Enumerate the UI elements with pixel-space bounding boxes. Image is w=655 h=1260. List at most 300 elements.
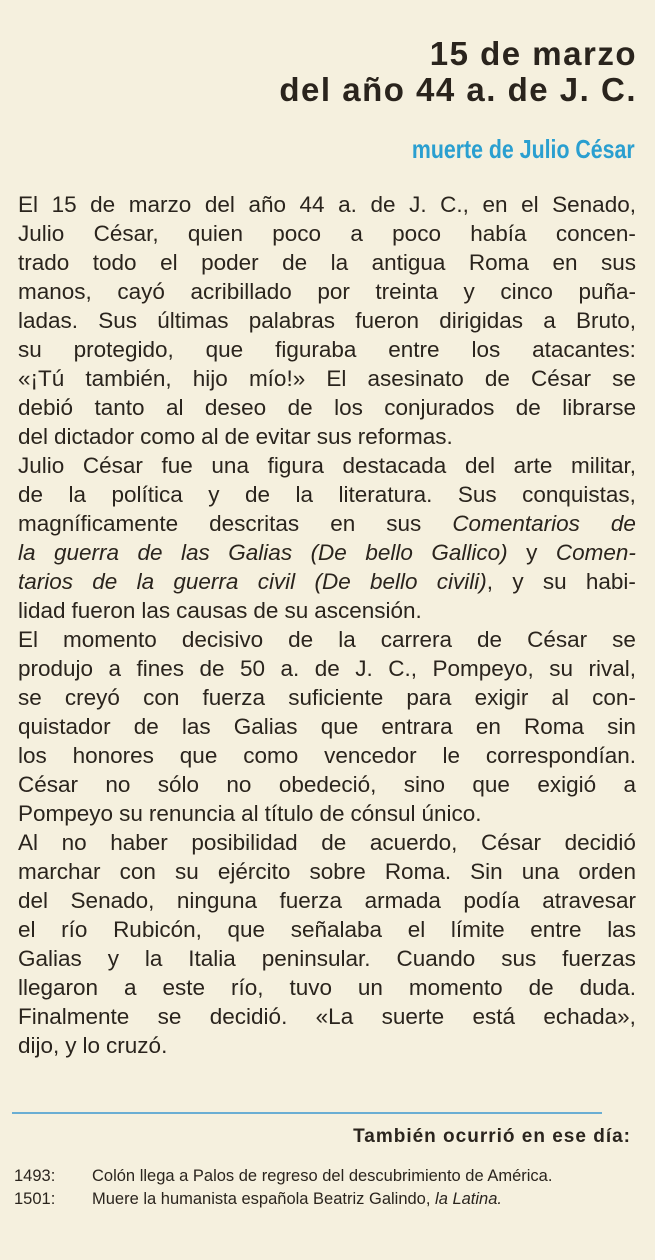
event-text-main: Muere la humanista española Beatriz Galindo, bbox=[92, 1190, 436, 1208]
article-line bbox=[18, 538, 636, 567]
article-word: una bbox=[521, 859, 560, 884]
article-word: título bbox=[264, 801, 314, 826]
article-word: descritas bbox=[209, 511, 300, 536]
article-word: el bbox=[160, 250, 178, 275]
article-word: cinco bbox=[500, 279, 553, 304]
article-word: conquistas, bbox=[522, 482, 636, 507]
article-word: sus bbox=[386, 511, 422, 536]
article-word: mío!» bbox=[248, 366, 306, 391]
article-word: cruzó. bbox=[106, 1033, 168, 1058]
article-word: antigua bbox=[371, 250, 446, 275]
article-word: de bbox=[370, 192, 396, 217]
article-word: conjurados bbox=[384, 395, 495, 420]
article-word: «La bbox=[315, 1004, 354, 1029]
article-word: río bbox=[61, 917, 88, 942]
article-line bbox=[18, 306, 636, 335]
article-word: de bbox=[515, 395, 541, 420]
article-word: bello bbox=[365, 540, 413, 565]
article-word: de bbox=[90, 192, 116, 217]
article-word: de bbox=[199, 656, 225, 681]
article-word: de bbox=[224, 424, 250, 449]
article-word: de bbox=[319, 801, 345, 826]
article-word: con bbox=[143, 685, 180, 710]
article-word: una bbox=[211, 453, 249, 478]
article-word: acuerdo, bbox=[369, 830, 458, 855]
article-word: dictador bbox=[54, 424, 135, 449]
article-word: J. bbox=[355, 656, 373, 681]
article-line bbox=[18, 480, 636, 509]
article-word: César bbox=[480, 830, 542, 855]
article-word: no bbox=[105, 772, 131, 797]
article-word: El bbox=[18, 192, 39, 217]
article-word: todo bbox=[92, 250, 137, 275]
article-word: protegido, bbox=[73, 337, 174, 362]
article-word: su bbox=[284, 598, 309, 623]
article-word: puña- bbox=[578, 279, 636, 304]
event-item bbox=[14, 1166, 636, 1187]
article-word: Senado, bbox=[552, 192, 636, 217]
page-subtitle: muerte de Julio César bbox=[412, 134, 635, 164]
article-word: civili), bbox=[436, 569, 494, 594]
article-word: arte bbox=[513, 453, 553, 478]
article-word: de bbox=[253, 598, 279, 623]
article-word: se bbox=[612, 627, 636, 652]
article-word: Sin bbox=[470, 859, 503, 884]
article-word: al bbox=[165, 395, 184, 420]
article-word: su bbox=[542, 569, 567, 594]
article-word: con- bbox=[592, 685, 636, 710]
article-word: C., bbox=[388, 656, 417, 681]
article-line bbox=[18, 741, 636, 770]
article-word: de bbox=[133, 714, 159, 739]
article-word: sino bbox=[403, 772, 446, 797]
article-word: un bbox=[357, 975, 383, 1000]
article-line bbox=[18, 190, 636, 219]
article-word: J. bbox=[409, 192, 427, 217]
article-line bbox=[18, 828, 636, 857]
article-word: marchar bbox=[18, 859, 101, 884]
article-word: «¡Tú bbox=[18, 366, 65, 391]
article-word: Rubicón, bbox=[113, 917, 202, 942]
article-word: ejército bbox=[217, 859, 291, 884]
article-word: este bbox=[162, 975, 206, 1000]
article-word: los bbox=[18, 743, 47, 768]
article-word: 15 bbox=[51, 192, 77, 217]
article-line bbox=[18, 248, 636, 277]
article-word: el bbox=[18, 917, 36, 942]
article-word: fuerza bbox=[202, 685, 266, 710]
article-word: la bbox=[295, 482, 314, 507]
article-word: tuvo bbox=[289, 975, 332, 1000]
article-word: al bbox=[241, 801, 259, 826]
article-word: carrera bbox=[380, 627, 453, 652]
article-word: a. bbox=[338, 192, 357, 217]
article-line bbox=[18, 683, 636, 712]
article-word: Cuando bbox=[396, 946, 476, 971]
article-word: César bbox=[82, 453, 143, 478]
article-word: como bbox=[243, 743, 299, 768]
article-word: la bbox=[18, 540, 36, 565]
article-word: de bbox=[314, 656, 340, 681]
article-word: (De bbox=[314, 569, 351, 594]
article-word: política bbox=[111, 482, 183, 507]
article-word: literatura. bbox=[338, 482, 433, 507]
article-word: peninsular. bbox=[261, 946, 371, 971]
article-word: atravesar bbox=[542, 888, 636, 913]
article-line bbox=[18, 364, 636, 393]
article-word: quien bbox=[187, 221, 243, 246]
article-word: entre bbox=[530, 917, 582, 942]
article-line bbox=[18, 799, 636, 828]
article-word: fueron bbox=[355, 308, 420, 333]
article-word: en bbox=[552, 250, 578, 275]
article-line bbox=[18, 393, 636, 422]
article-word: del bbox=[18, 888, 49, 913]
article-word: palabras bbox=[248, 308, 336, 333]
article-word: Bruto, bbox=[575, 308, 636, 333]
article-word: momento bbox=[63, 627, 157, 652]
article-word: fuerzas bbox=[562, 946, 636, 971]
article-word: río, bbox=[230, 975, 264, 1000]
article-word: con bbox=[119, 859, 156, 884]
article-word: tarios bbox=[18, 569, 74, 594]
article-line bbox=[18, 219, 636, 248]
article-word: librarse bbox=[562, 395, 636, 420]
article-word: la bbox=[338, 627, 356, 652]
article-word: y bbox=[107, 946, 119, 971]
article-word: sólo bbox=[157, 772, 200, 797]
article-word: magníficamente bbox=[18, 511, 179, 536]
article-word: lidad bbox=[18, 598, 66, 623]
article-word: Roma. bbox=[384, 859, 452, 884]
article-word: al bbox=[201, 424, 219, 449]
article-word: se bbox=[157, 1004, 182, 1029]
article-word: Al bbox=[18, 830, 39, 855]
article-word: fines bbox=[136, 656, 185, 681]
article-word: de bbox=[528, 975, 554, 1000]
article-word: marzo bbox=[128, 192, 192, 217]
article-word: dijo, bbox=[18, 1033, 60, 1058]
article-word: único. bbox=[421, 801, 482, 826]
article-word: en bbox=[330, 511, 356, 536]
title-line-year: del año 44 a. de J. C. bbox=[279, 71, 637, 108]
article-word: Italia bbox=[188, 946, 236, 971]
article-word: la bbox=[144, 946, 163, 971]
article-word: guerra bbox=[173, 569, 239, 594]
article-word: honores bbox=[72, 743, 154, 768]
article-word: últimas bbox=[157, 308, 229, 333]
event-year: 1501: bbox=[14, 1190, 56, 1208]
article-line bbox=[18, 509, 636, 538]
article-line bbox=[18, 857, 636, 886]
article-word: las bbox=[141, 598, 171, 623]
article-word: atacantes: bbox=[532, 337, 636, 362]
article-word: guerra bbox=[54, 540, 120, 565]
article-word: el bbox=[521, 192, 539, 217]
article-word: de bbox=[245, 482, 271, 507]
article-line bbox=[18, 335, 636, 364]
article-word: destacada bbox=[342, 453, 447, 478]
article-word: la bbox=[330, 250, 349, 275]
article-word: suerte bbox=[381, 1004, 445, 1029]
article-word: los bbox=[471, 337, 501, 362]
article-word: lo bbox=[82, 1033, 101, 1058]
article-word: del bbox=[464, 453, 495, 478]
article-word: las bbox=[181, 540, 210, 565]
article-word: figura bbox=[267, 453, 324, 478]
article-word: se bbox=[612, 366, 636, 391]
article-word: vencedor bbox=[324, 743, 417, 768]
article-word: suficiente bbox=[288, 685, 384, 710]
article-word: momento bbox=[408, 975, 503, 1000]
article-word: le bbox=[442, 743, 461, 768]
article-word: su bbox=[549, 656, 574, 681]
article-word: de bbox=[137, 540, 163, 565]
article-word: a bbox=[543, 308, 556, 333]
article-word: poco bbox=[392, 221, 441, 246]
article-word: 50 bbox=[240, 656, 266, 681]
article-word: la bbox=[68, 482, 87, 507]
article-word: Roma bbox=[524, 714, 585, 739]
event-text-italic: la Latina. bbox=[435, 1190, 502, 1208]
article-word: ascensión. bbox=[314, 598, 422, 623]
article-word: treinta bbox=[375, 279, 438, 304]
article-word: Finalmente bbox=[18, 1004, 130, 1029]
article-line bbox=[18, 596, 636, 625]
article-word: obedeció, bbox=[278, 772, 377, 797]
article-word: llegaron bbox=[18, 975, 99, 1000]
article-word: también, bbox=[85, 366, 172, 391]
page-title bbox=[279, 36, 637, 108]
article-word: Galias bbox=[233, 714, 298, 739]
article-word: tanto bbox=[94, 395, 145, 420]
article-word: del bbox=[204, 192, 235, 217]
article-word: a. bbox=[280, 656, 300, 681]
article-word: sus bbox=[600, 250, 636, 275]
article-word: por bbox=[317, 279, 350, 304]
article-word: civil bbox=[257, 569, 296, 594]
article-line bbox=[18, 944, 636, 973]
title-line-date: 15 de marzo bbox=[429, 35, 637, 72]
article-word: El bbox=[326, 366, 347, 391]
article-word: Senado, bbox=[70, 888, 155, 913]
article-word: para bbox=[406, 685, 452, 710]
article-word: habi- bbox=[585, 569, 636, 594]
article-line bbox=[18, 915, 636, 944]
article-word: Gallico) bbox=[431, 540, 508, 565]
article-line bbox=[18, 422, 636, 451]
article-word: y bbox=[208, 482, 220, 507]
article-word: el bbox=[407, 917, 426, 942]
article-word: señalaba bbox=[290, 917, 383, 942]
article-word: podía bbox=[463, 888, 520, 913]
article-word: y bbox=[463, 279, 475, 304]
article-word: César bbox=[18, 772, 79, 797]
article-word: de bbox=[92, 569, 118, 594]
article-word: está bbox=[472, 1004, 515, 1029]
article-word: César, bbox=[93, 221, 159, 246]
article-word: manos, bbox=[18, 279, 92, 304]
article-line bbox=[18, 567, 636, 596]
article-word: reformas. bbox=[357, 424, 453, 449]
article-line bbox=[18, 1031, 636, 1060]
article-word: Comen- bbox=[555, 540, 636, 565]
article-word: no bbox=[61, 830, 87, 855]
article-word: rival, bbox=[588, 656, 636, 681]
article-word: evitar bbox=[255, 424, 311, 449]
article-line bbox=[18, 451, 636, 480]
article-word: de bbox=[287, 395, 313, 420]
article-word: las bbox=[181, 714, 211, 739]
article-word: echada», bbox=[543, 1004, 636, 1029]
article-word: fuerza bbox=[279, 888, 343, 913]
article-word: exigió bbox=[537, 772, 597, 797]
article-word: entre bbox=[388, 337, 440, 362]
article-word: poder bbox=[201, 250, 259, 275]
article-word: sus bbox=[501, 946, 537, 971]
article-word: en bbox=[475, 714, 501, 739]
article-word: César bbox=[531, 366, 592, 391]
article-word: límite bbox=[450, 917, 505, 942]
article-word: militar, bbox=[570, 453, 636, 478]
article-line bbox=[18, 654, 636, 683]
article-word: su bbox=[174, 859, 199, 884]
article-word: cayó bbox=[117, 279, 165, 304]
article-word: figuraba bbox=[275, 337, 357, 362]
article-word: concen- bbox=[555, 221, 636, 246]
article-word: a bbox=[124, 975, 137, 1000]
article-word: sin bbox=[607, 714, 636, 739]
article-word: a bbox=[623, 772, 636, 797]
article-line bbox=[18, 277, 636, 306]
article-word: como bbox=[140, 424, 196, 449]
article-word: que bbox=[320, 714, 359, 739]
article-word: decidió bbox=[564, 830, 636, 855]
article-word: bello bbox=[369, 569, 418, 594]
events-list bbox=[14, 1166, 636, 1212]
article-word: C., bbox=[440, 192, 469, 217]
article-word: posibilidad bbox=[191, 830, 298, 855]
article-word: que bbox=[179, 743, 218, 768]
article-word: no bbox=[226, 772, 252, 797]
article-word: exigir bbox=[474, 685, 529, 710]
article-word: haber bbox=[110, 830, 168, 855]
article-word: decisivo bbox=[181, 627, 264, 652]
article-line bbox=[18, 886, 636, 915]
article-word: ninguna bbox=[176, 888, 257, 913]
article-word: decidió. bbox=[209, 1004, 288, 1029]
article-line bbox=[18, 1002, 636, 1031]
article-word: El bbox=[18, 627, 39, 652]
article-word: César bbox=[527, 627, 588, 652]
article-line bbox=[18, 973, 636, 1002]
article-word: de bbox=[610, 511, 636, 536]
article-word: hijo bbox=[192, 366, 228, 391]
article-word: ladas. bbox=[18, 308, 79, 333]
article-word: Galias bbox=[228, 540, 293, 565]
article-word: Roma bbox=[468, 250, 529, 275]
article-word: año bbox=[248, 192, 286, 217]
article-word: de bbox=[477, 627, 503, 652]
article-word: Julio bbox=[18, 221, 65, 246]
article-word: trado bbox=[18, 250, 70, 275]
event-text bbox=[92, 1166, 636, 1187]
article-word: produjo bbox=[18, 656, 94, 681]
article-word: Galias bbox=[18, 946, 82, 971]
article-word: debió bbox=[18, 395, 74, 420]
article-word: correspondían. bbox=[485, 743, 636, 768]
article-word: fue bbox=[161, 453, 193, 478]
article-word: creyó bbox=[64, 685, 120, 710]
article-word: duda. bbox=[579, 975, 636, 1000]
article-word: a bbox=[350, 221, 363, 246]
article-word: se bbox=[18, 685, 42, 710]
event-text bbox=[92, 1189, 636, 1210]
article-word: quistador bbox=[18, 714, 111, 739]
article-word: cónsul bbox=[350, 801, 416, 826]
event-year: 1493: bbox=[14, 1167, 56, 1185]
article-word: al bbox=[551, 685, 570, 710]
article-word: causas bbox=[176, 598, 248, 623]
article-word: los bbox=[334, 395, 363, 420]
article-word: las bbox=[607, 917, 636, 942]
article-word: Sus bbox=[98, 308, 138, 333]
article-word: armada bbox=[364, 888, 441, 913]
article-word: y bbox=[512, 569, 524, 594]
article-word: de bbox=[288, 627, 314, 652]
article-word: en bbox=[482, 192, 508, 217]
article-word: del bbox=[18, 424, 49, 449]
article-word: Julio bbox=[18, 453, 65, 478]
article-word: Pompeyo, bbox=[432, 656, 534, 681]
article-word: 44 bbox=[299, 192, 325, 217]
article-word: (De bbox=[310, 540, 347, 565]
article-word: acribillado bbox=[190, 279, 292, 304]
article-word: Comentarios bbox=[452, 511, 580, 536]
article-word: y bbox=[526, 540, 538, 565]
event-item bbox=[14, 1189, 636, 1210]
article-word: Sus bbox=[457, 482, 497, 507]
article-word: la bbox=[136, 569, 155, 594]
article-word: su bbox=[18, 337, 42, 362]
article-word: que bbox=[472, 772, 510, 797]
article-word: había bbox=[470, 221, 527, 246]
article-word: deseo bbox=[204, 395, 267, 420]
article-line bbox=[18, 712, 636, 741]
article-word: que bbox=[227, 917, 266, 942]
section-divider bbox=[12, 1112, 602, 1114]
article-word: poco bbox=[272, 221, 322, 246]
article-line bbox=[18, 770, 636, 799]
event-text-main: Colón llega a Palos de regreso del descubrimiento de América. bbox=[92, 1167, 553, 1185]
article-word: dirigidas bbox=[439, 308, 524, 333]
article-word: sobre bbox=[309, 859, 366, 884]
article-word: a bbox=[108, 656, 122, 681]
article-word: renuncia bbox=[148, 801, 236, 826]
article-word: su bbox=[119, 801, 143, 826]
article-word: asesinato bbox=[367, 366, 464, 391]
article-word: Pompeyo bbox=[18, 801, 114, 826]
article-body bbox=[18, 190, 636, 1060]
article-word: orden bbox=[578, 859, 636, 884]
article-word: de bbox=[321, 830, 347, 855]
article-word: de bbox=[282, 250, 308, 275]
article-word: y bbox=[65, 1033, 77, 1058]
article-word: sus bbox=[316, 424, 352, 449]
also-happened-heading: También ocurrió en ese día: bbox=[353, 1126, 631, 1147]
article-line bbox=[18, 625, 636, 654]
article-word: de bbox=[484, 366, 510, 391]
